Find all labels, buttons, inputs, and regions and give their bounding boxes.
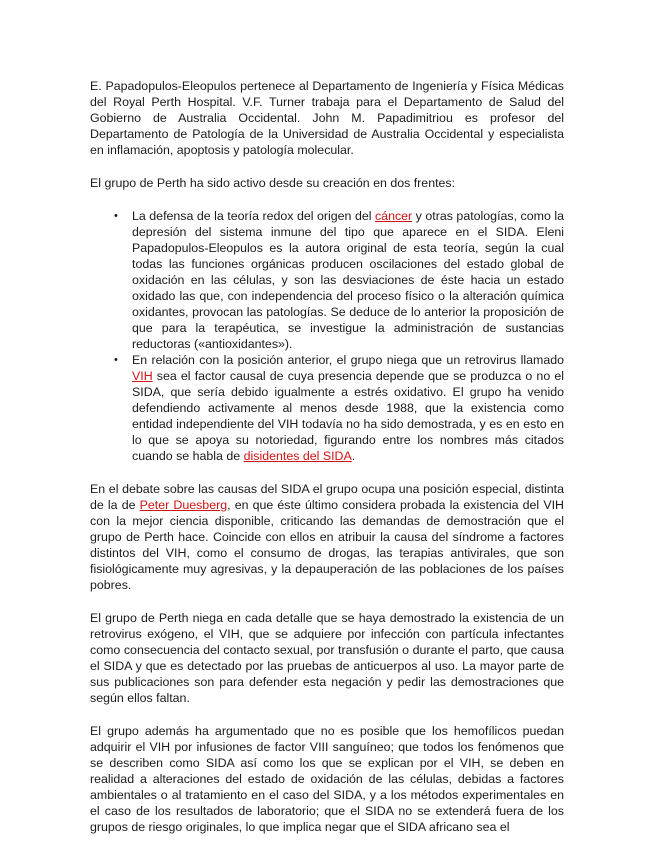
link-disidentes-sida[interactable]: disidentes del SIDA	[243, 449, 352, 463]
list-item-vih	[132, 352, 564, 464]
text-run: .	[351, 449, 356, 463]
link-cancer[interactable]: cáncer	[374, 209, 413, 223]
link-peter-duesberg[interactable]: Peter Duesberg	[139, 498, 228, 512]
fronts-list	[90, 208, 564, 464]
document-page	[90, 78, 564, 852]
text-run: La defensa de la teoría redox del origen del	[132, 209, 375, 223]
text-run: , en que éste último considera probada la existencia del VIH con la mejor ciencia disponible, criticando las demandas de demostración que el grupo de Perth hace. Coincide con ellos en atribuir la causa del síndrome a factores distintos del VIH, como el consumo de drogas, las terapias antivirales, que son fisiológicamente muy agresivas, y la depauperación de las poblaciones de los países pobres.	[90, 498, 564, 592]
paragraph-debate	[90, 481, 564, 593]
text-run: y otras patologías, como la depresión del sistema inmune del tipo que aparece en el SIDA. Eleni Papadopulos-Eleopulos es la autora original de esta teoría, según la cual todas las funciones orgánicas producen oscilaciones del estado global de oxidación en las células, y son las desviaciones de éste hacia un estado oxidado las que, con independencia del proceso físico o la alteración química oxidantes, provocan las patologías. Se deduce de lo anterior la proposición de que para la terapéutica, se investigue la administración de sustancias reductoras («antioxidantes»).	[132, 209, 564, 351]
paragraph-fronts-intro: El grupo de Perth ha sido activo desde su creación en dos frentes:	[90, 176, 456, 190]
text-run: sea el factor causal de cuya presencia depende que se produzca o no el SIDA, que sería debido igualmente a estrés oxidativo. El grupo ha venido defendiendo activamente al menos desde 1988, que la existencia como entidad independiente del VIH todavía no ha sido demostrada, y es en esto en lo que se apoya su notoriedad, figurando entre los nombres más citados cuando se habla de	[132, 369, 564, 463]
text-run: En relación con la posición anterior, el grupo niega que un retrovirus llamado	[132, 353, 564, 367]
paragraph-authors: E. Papadopulos-Eleopulos pertenece al Departamento de Ingeniería y Física Médicas del Royal Perth Hospital. V.F. Turner trabaja para el Departamento de Salud del Gobierno de Australia Occidental. John M. Papadimitriou es profesor del Departamento de Patología de la Universidad de Australia Occidental y especialista en inflamación, apoptosis y patología molecular.	[90, 79, 564, 157]
list-item-redox	[132, 208, 564, 352]
paragraph-perth-denial: El grupo de Perth niega en cada detalle que se haya demostrado la existencia de un retrovirus exógeno, el VIH, que se adquiere por infección con partícula infectantes como consecuencia del contacto sexual, por transfusión o durante el parto, que causa el SIDA y que es detectado por las pruebas de anticuerpos al uso. La mayor parte de sus publicaciones son para defender esta negación y pedir las demostraciones que según ellos faltan.	[90, 611, 564, 705]
text-run: En el debate sobre las causas del SIDA el grupo ocupa una posición especial, distinta de la de	[90, 482, 564, 512]
link-vih[interactable]: VIH	[132, 369, 153, 383]
paragraph-hemofilicos: El grupo además ha argumentado que no es posible que los hemofílicos puedan adquirir el VIH por infusiones de factor VIII sanguíneo; que todos los fenómenos que se describen como SIDA así como los que se explican por el VIH, se deben en realidad a alteraciones del estado de oxidación de las células, debidas a factores ambientales o al tratamiento en el caso del SIDA, y a los métodos experimentales en el caso de los resultados de laboratorio; que el SIDA no se extenderá fuera de los grupos de riesgo originales, lo que implica negar que el SIDA africano sea el	[90, 724, 564, 834]
